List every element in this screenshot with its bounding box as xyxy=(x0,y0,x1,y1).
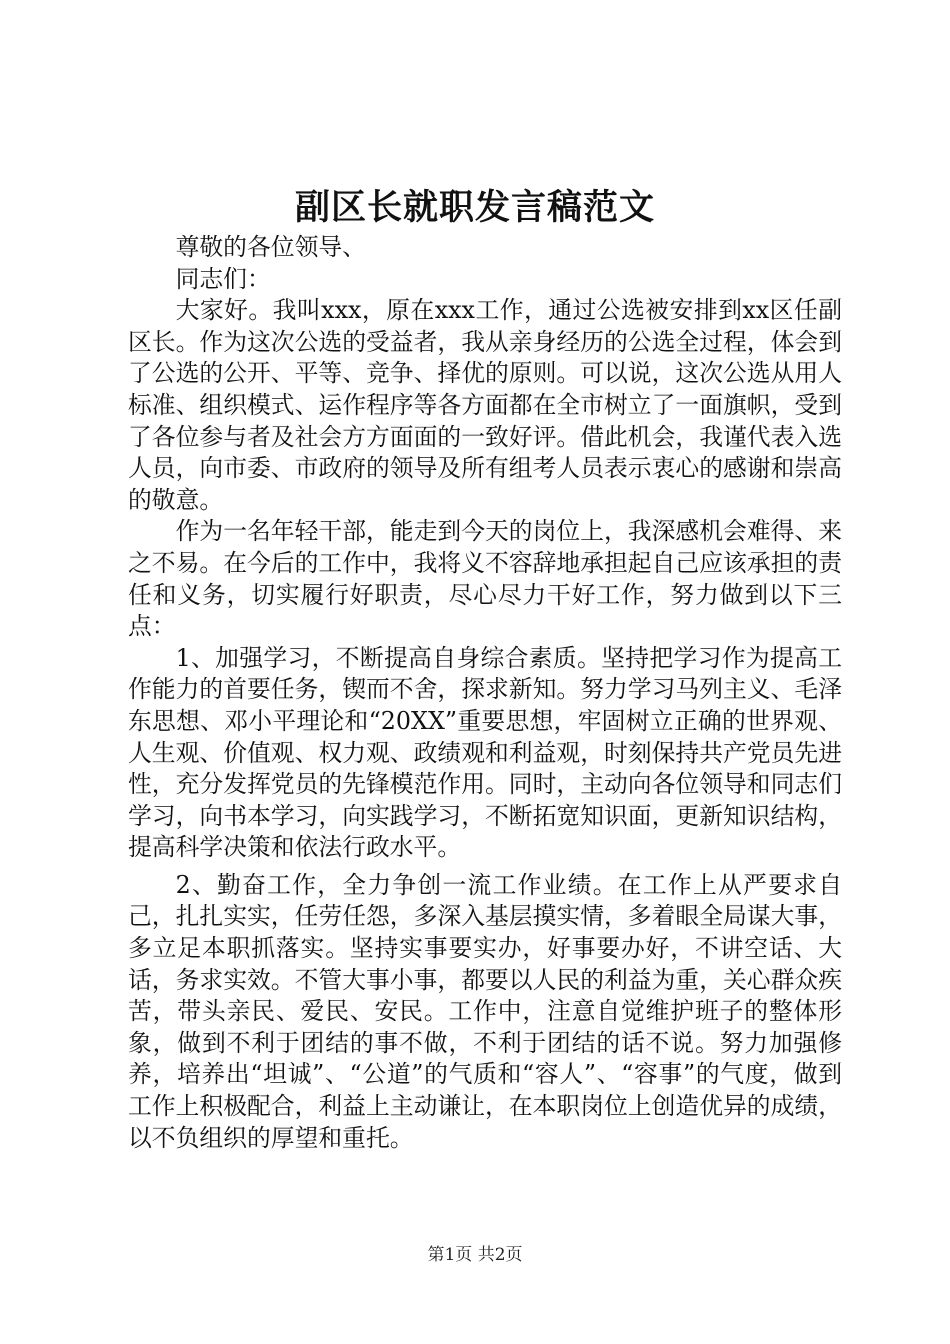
paragraph-intro: 大家好。我叫xxx，原在xxx工作，通过公选被安排到xx区任副区长。作为这次公选的受益者，我从亲身经历的公选全过程，体会到了公选的公开、平等、竞争、择优的原则。可以说，这次公选从用人标准、组织模式、运作程序等各方面都在全市树立了一面旗帜，受到了各位参与者及社会方方面面的一致好评。借此机会，我谨代表入选人员，向市委、市政府的领导及所有组考人员表示衷心的感谢和崇高的敬意。 xyxy=(128,296,842,514)
paragraph-point-1: 1、加强学习，不断提高自身综合素质。坚持把学习作为提高工作能力的首要任务，锲而不舍，探求新知。努力学习马列主义、毛泽东思想、邓小平理论和“20XX”重要思想，牢固树立正确的世界观、人生观、价值观、权力观、政绩观和利益观，时刻保持共产党员先进性，充分发挥党员的先锋模范作用。同时，主动向各位领导和同志们学习，向书本学习，向实践学习，不断拓宽知识面，更新知识结构，提高科学决策和依法行政水平。 xyxy=(128,643,842,862)
paragraph-commitment: 作为一名年轻干部，能走到今天的岗位上，我深感机会难得、来之不易。在今后的工作中，我将义不容辞地承担起自己应该承担的责任和义务，切实履行好职责，尽心尽力干好工作，努力做到以下三点： xyxy=(128,517,842,641)
page-footer: 第1页 共2页 xyxy=(427,1245,523,1265)
salutation-line-1: 尊敬的各位领导、 xyxy=(175,233,366,261)
salutation-line-2: 同志们： xyxy=(175,264,271,293)
paragraph-point-2: 2、勤奋工作，全力争创一流工作业绩。在工作上从严要求自己，扎扎实实，任劳任怨，多深入基层摸实情，多着眼全局谋大事，多立足本职抓落实。坚持实事要实办，好事要办好，不讲空话、大话，务求实效。不管大事小事，都要以人民的利益为重，关心群众疾苦，带头亲民、爱民、安民。工作中，注意自觉维护班子的整体形象，做到不利于团结的事不做，不利于团结的话不说。努力加强修养，培养出“坦诚”、“公道”的气质和“容人”、“容事”的气度，做到工作上积极配合，利益上主动谦让，在本职岗位上创造优异的成绩，以不负组织的厚望和重托。 xyxy=(128,870,842,1152)
document-body xyxy=(128,232,842,1154)
document-title: 副区长就职发言稿范文 xyxy=(294,187,655,228)
